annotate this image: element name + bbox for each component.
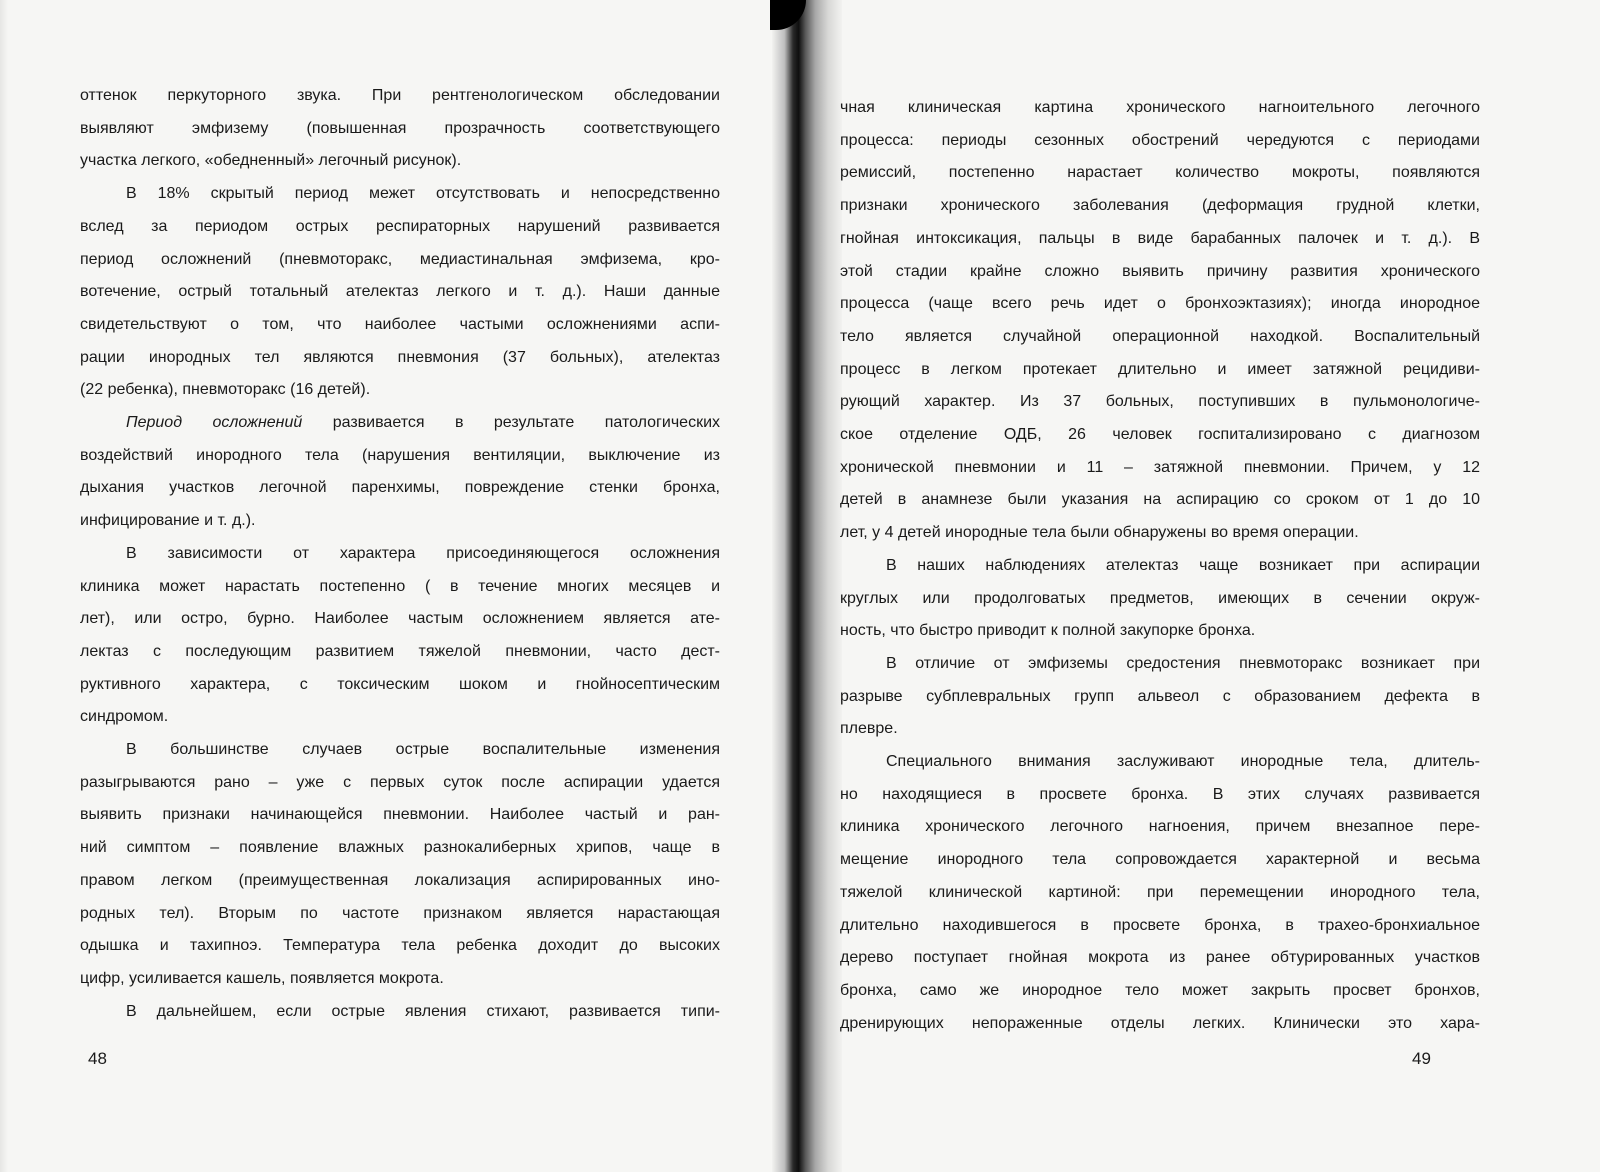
text-line-rest: развивается в результате патологических [332, 414, 721, 432]
text-line: бронха, само же инородное тело может закрыть просвет бронхов, [840, 981, 1480, 999]
text-line: вотечение, острый тотальный ателектаз легкого и т. д.). Наши данные [80, 283, 720, 301]
text-line: хронической пневмонии и 11 – затяжной пневмонии. Причем, у 12 [840, 458, 1480, 476]
text-line: разрыве субплевральных групп альвеол с образованием дефекта в [840, 687, 1480, 705]
text-line: воздействий инородного тела (нарушения вентиляции, выключение из [80, 446, 720, 464]
text-line: свидетельствуют о том, что наиболее частыми осложнениями аспи- [80, 315, 720, 333]
text-line: родных тел). Вторым по частоте признаком является нарастающая [80, 904, 720, 922]
text-line: В наших наблюдениях ателектаз чаще возникает при аспирации [886, 556, 1480, 574]
right-page [800, 0, 1600, 1172]
text-line: одышка и тахипноэ. Температура тела ребенка доходит до высоких [80, 937, 720, 955]
text-line: рующий характер. Из 37 больных, поступивших в пульмонологиче- [840, 393, 1480, 411]
text-line: но находящиеся в просвете бронха. В этих случаях развивается [840, 785, 1480, 803]
text-line: детей в анамнезе были указания на аспирацию со сроком от 1 до 10 [840, 491, 1480, 509]
text-line: тело является случайной операционной находкой. Воспалительный [840, 327, 1480, 345]
text-line: лет, у 4 детей инородные тела были обнаружены во время операции. [840, 524, 1359, 542]
text-line: тяжелой клинической картиной: при перемещении инородного тела, [840, 883, 1480, 901]
text-line: мещение инородного тела сопровождается характерной и весьма [840, 851, 1480, 869]
text-line: В дальнейшем, если острые явления стихают, развивается типи- [126, 1002, 720, 1020]
page-number: 49 [1412, 1049, 1431, 1068]
text-line: (22 ребенка), пневмоторакс (16 детей). [80, 381, 371, 399]
text-line: процесс в легком протекает длительно и имеет затяжной рецидиви- [840, 360, 1480, 378]
text-line: лектаз с последующим развитием тяжелой пневмонии, часто дест- [80, 642, 720, 660]
text-line: оттенок перкуторного звука. При рентгенологическом обследовании [80, 87, 720, 104]
text-line: цифр, усиливается кашель, появляется мокрота. [80, 969, 444, 987]
text-line: процесса (чаще всего речь идет о бронхоэктазиях); иногда инородное [840, 295, 1480, 313]
text-line: этой стадии крайне сложно выявить причину развития хронического [840, 262, 1480, 280]
text-line: разыгрываются рано – уже с первых суток после аспирации удается [80, 773, 720, 791]
text-line: В большинстве случаев острые воспалительные изменения [126, 741, 720, 759]
text-line: дерево поступает гнойная мокрота из ранее обтурированных участков [840, 949, 1480, 967]
right-page-text [840, 92, 1480, 1040]
text-line: руктивного характера, с токсическим шоком и гнойносептическим [80, 675, 720, 693]
text-line: признаки хронического заболевания (деформация грудной клетки, [840, 197, 1480, 215]
text-line: синдромом. [80, 708, 169, 726]
text-line: клиника может нарастать постепенно ( в течение многих месяцев и [80, 577, 720, 595]
left-page [0, 0, 790, 1172]
text-line: круглых или продолговатых предметов, имеющих в сечении окруж- [840, 589, 1480, 607]
text-line: дренирующих непораженные отделы легких. Клинически это хара- [840, 1014, 1480, 1032]
text-line: клиника хронического легочного нагноения, причем внезапное пере- [840, 818, 1480, 836]
text-line: вслед за периодом острых респираторных нарушений развивается [80, 217, 720, 235]
left-page-text [80, 80, 720, 1028]
text-line: дыхания участков легочной паренхимы, повреждение стенки бронха, [80, 479, 720, 497]
text-line: правом легком (преимущественная локализация аспирированных ино- [80, 871, 720, 889]
text-line: В зависимости от характера присоединяющегося осложнения [126, 544, 720, 562]
text-line: ний симптом – появление влажных разнокалиберных хрипов, чаще в [80, 839, 720, 857]
page-number: 48 [88, 1049, 107, 1068]
text-line: выявить признаки начинающейся пневмонии. Наиболее частый и ран- [80, 806, 720, 824]
text-line: участка легкого, «обедненный» легочный рисунок). [80, 152, 462, 170]
text-line: выявляют эмфизему (повышенная прозрачность соответствующего [80, 119, 720, 137]
text-line: плевре. [840, 720, 898, 738]
text-line: В отличие от эмфиземы средостения пневмоторакс возникает при [886, 654, 1480, 672]
text-line: ность, что быстро приводит к полной закупорке бронха. [840, 622, 1256, 640]
text-line-with-italic [80, 407, 720, 440]
italic-term: Период осложнений [126, 414, 303, 432]
text-line: длительно находившегося в просвете бронха, в трахео-бронхиальное [840, 916, 1480, 934]
text-line: рации инородных тел являются пневмония (37 больных), ателектаз [80, 348, 720, 366]
text-line: Специального внимания заслуживают инородные тела, длитель- [886, 753, 1480, 771]
text-line: ское отделение ОДБ, 26 человек госпитализировано с диагнозом [840, 426, 1480, 444]
text-line: процесса: периоды сезонных обострений чередуются с периодами [840, 131, 1480, 149]
text-line: инфицирование и т. д.). [80, 512, 256, 530]
text-line: лет), или остро, бурно. Наиболее частым осложнением является ате- [80, 610, 720, 628]
text-line: гнойная интоксикация, пальцы в виде барабанных палочек и т. д.). В [840, 229, 1480, 247]
text-line: ремиссий, постепенно нарастает количество мокроты, появляются [840, 164, 1480, 182]
text-line: период осложнений (пневмоторакс, медиастинальная эмфизема, кро- [80, 250, 720, 268]
text-line: В 18% скрытый период межет отсутствовать и непосредственно [126, 185, 720, 203]
text-line: чная клиническая картина хронического нагноительного легочного [840, 99, 1480, 116]
